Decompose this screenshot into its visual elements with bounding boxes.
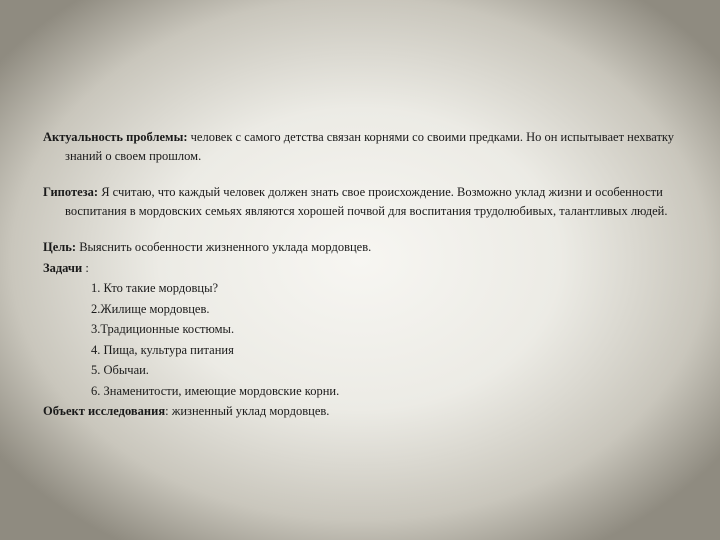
hypothesis-label: Гипотеза: (43, 185, 99, 199)
task-item: 4. Пища, культура питания (91, 342, 234, 357)
tasks-suffix: : (82, 260, 89, 275)
hypothesis-paragraph (43, 183, 683, 221)
relevance-label: Актуальность проблемы: (43, 130, 188, 144)
object-line (43, 401, 683, 422)
task-item: 3.Традиционные костюмы. (91, 322, 235, 336)
tasks-label: Задачи (43, 260, 83, 275)
object-label: Объект исследования (43, 404, 166, 418)
goal-label: Цель: (43, 240, 77, 254)
task-item: 6. Знаменитости, имеющие мордовские корни. (91, 383, 340, 398)
task-item: 1. Кто такие мордовцы? (91, 281, 219, 295)
tasks-heading (43, 258, 683, 279)
task-item: 2.Жилище мордовцев. (91, 301, 210, 316)
object-text: : жизненный уклад мордовцев. (165, 404, 330, 418)
hypothesis-text: Я считаю, что каждый человек должен знать свое происхождение. Возможно уклад жизни и особенности воспитания в мордовских семьях являются хорошей почвой для воспитания трудолюбивых, талантливых людей. (65, 185, 668, 218)
relevance-text: человек с самого детства связан корнями со своими предками. Но он испытывает нехватку знаний о своем прошлом. (65, 130, 675, 163)
relevance-paragraph (43, 128, 683, 166)
task-item: 5. Обычаи. (91, 363, 149, 377)
goal-text: Выяснить особенности жизненного уклада мордовцев. (76, 240, 372, 254)
goal-line (43, 237, 683, 258)
slide-content (43, 128, 683, 422)
